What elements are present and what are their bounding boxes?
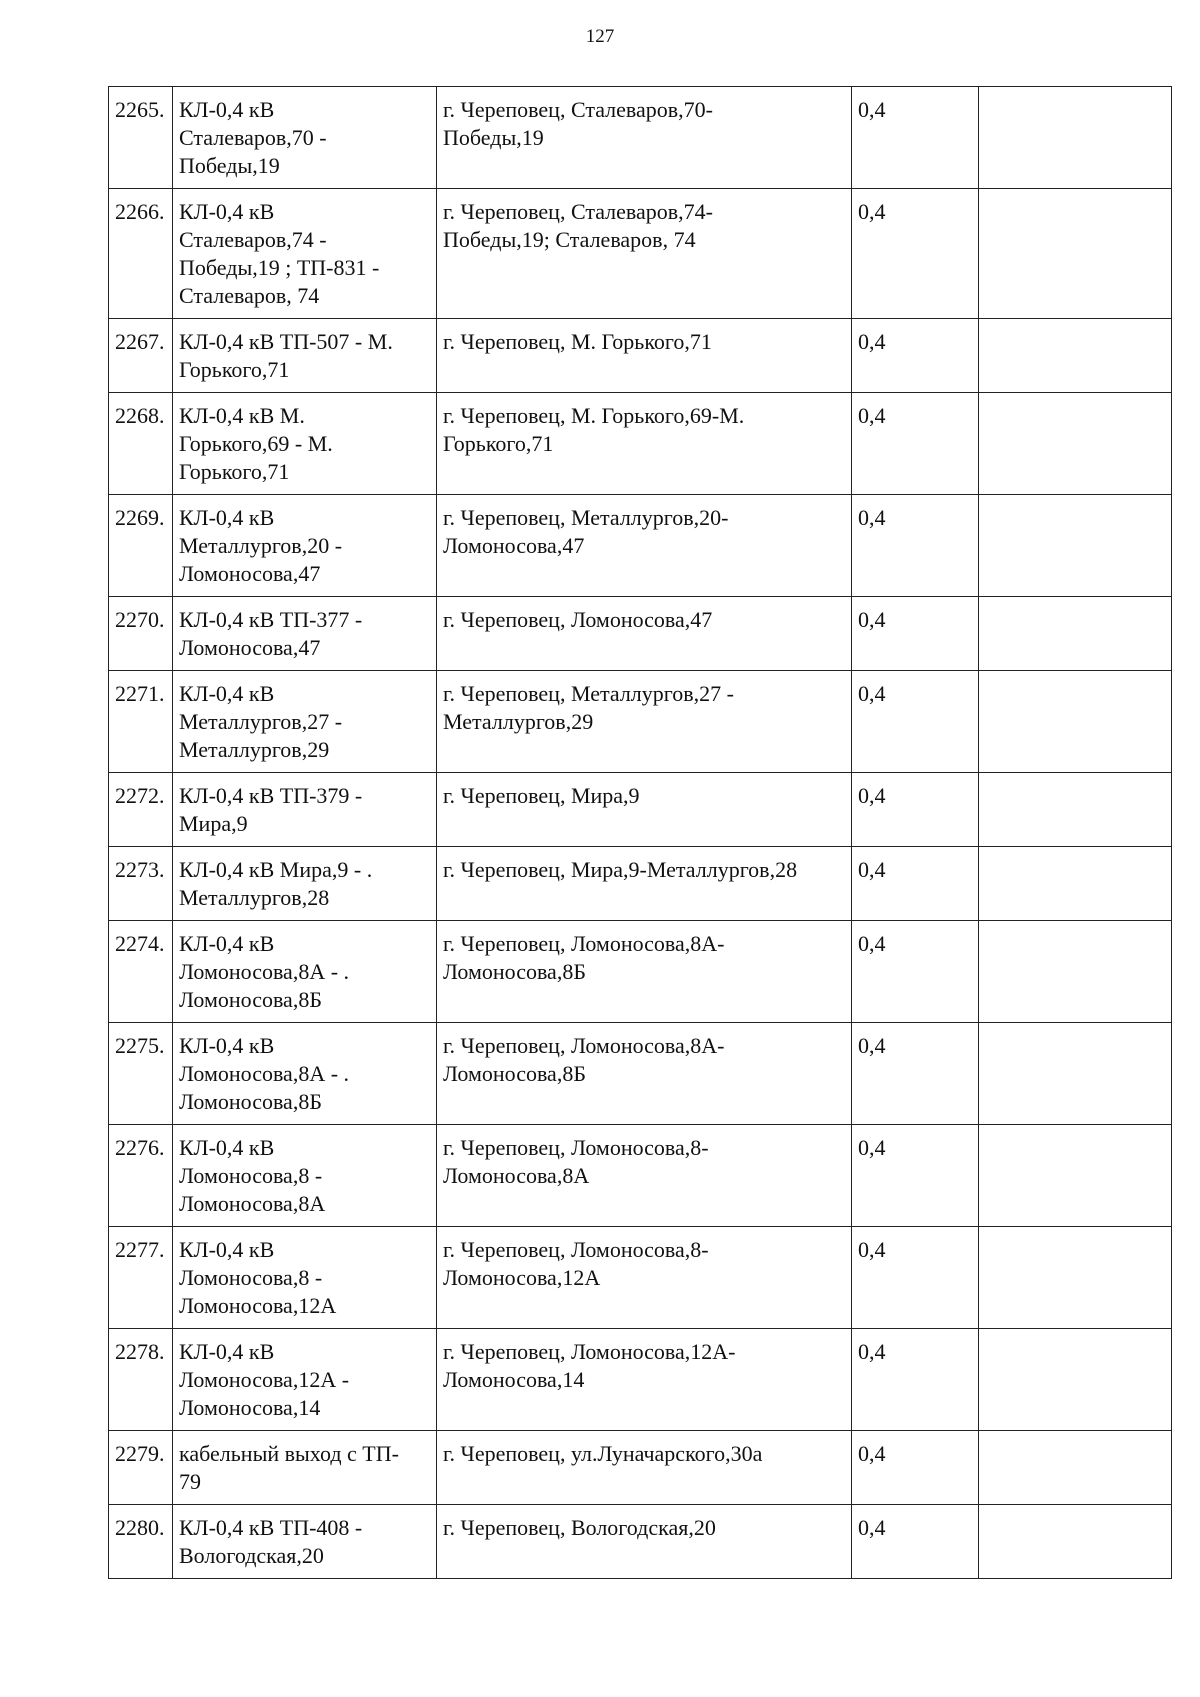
line-address: г. Череповец, ул.Луначарского,30а: [437, 1431, 852, 1505]
row-number: 2272.: [109, 773, 173, 847]
table-row: [109, 1431, 1172, 1505]
voltage-value: 0,4: [852, 393, 979, 495]
line-name: КЛ-0,4 кВ ТП-507 - М. Горького,71: [173, 319, 437, 393]
table-row: [109, 1227, 1172, 1329]
table-body: [109, 87, 1172, 1579]
line-address: г. Череповец, Ломоносова,8А- Ломоносова,8Б: [437, 1023, 852, 1125]
extra-cell: [979, 495, 1172, 597]
line-name: КЛ-0,4 кВ Металлургов,20 - Ломоносова,47: [173, 495, 437, 597]
voltage-value: 0,4: [852, 495, 979, 597]
line-name: КЛ-0,4 кВ Ломоносова,8 - Ломоносова,12А: [173, 1227, 437, 1329]
line-name: КЛ-0,4 кВ Металлургов,27 - Металлургов,29: [173, 671, 437, 773]
table-row: [109, 189, 1172, 319]
row-number: 2277.: [109, 1227, 173, 1329]
table-row: [109, 671, 1172, 773]
row-number: 2269.: [109, 495, 173, 597]
voltage-value: 0,4: [852, 671, 979, 773]
voltage-value: 0,4: [852, 1329, 979, 1431]
voltage-value: 0,4: [852, 597, 979, 671]
table-row: [109, 847, 1172, 921]
extra-cell: [979, 773, 1172, 847]
line-name: КЛ-0,4 кВ Ломоносова,8А - . Ломоносова,8Б: [173, 1023, 437, 1125]
line-address: г. Череповец, Металлургов,27 - Металлургов,29: [437, 671, 852, 773]
extra-cell: [979, 1227, 1172, 1329]
extra-cell: [979, 671, 1172, 773]
row-number: 2279.: [109, 1431, 173, 1505]
voltage-value: 0,4: [852, 1125, 979, 1227]
line-name: КЛ-0,4 кВ ТП-377 - Ломоносова,47: [173, 597, 437, 671]
extra-cell: [979, 393, 1172, 495]
extra-cell: [979, 847, 1172, 921]
voltage-value: 0,4: [852, 1227, 979, 1329]
line-name: КЛ-0,4 кВ М. Горького,69 - М. Горького,71: [173, 393, 437, 495]
extra-cell: [979, 1125, 1172, 1227]
row-number: 2273.: [109, 847, 173, 921]
line-name: КЛ-0,4 кВ ТП-408 - Вологодская,20: [173, 1505, 437, 1579]
voltage-value: 0,4: [852, 921, 979, 1023]
row-number: 2276.: [109, 1125, 173, 1227]
line-address: г. Череповец, Вологодская,20: [437, 1505, 852, 1579]
voltage-value: 0,4: [852, 773, 979, 847]
table-row: [109, 1023, 1172, 1125]
row-number: 2280.: [109, 1505, 173, 1579]
line-address: г. Череповец, Ломоносова,8- Ломоносова,8А: [437, 1125, 852, 1227]
extra-cell: [979, 1505, 1172, 1579]
line-name: КЛ-0,4 кВ ТП-379 - Мира,9: [173, 773, 437, 847]
voltage-value: 0,4: [852, 847, 979, 921]
row-number: 2266.: [109, 189, 173, 319]
extra-cell: [979, 1023, 1172, 1125]
line-address: г. Череповец, Ломоносова,12А- Ломоносова,14: [437, 1329, 852, 1431]
table-row: [109, 773, 1172, 847]
extra-cell: [979, 87, 1172, 189]
line-name: кабельный выход с ТП- 79: [173, 1431, 437, 1505]
row-number: 2271.: [109, 671, 173, 773]
line-name: КЛ-0,4 кВ Сталеваров,74 - Победы,19 ; ТП-831 - Сталеваров, 74: [173, 189, 437, 319]
line-name: КЛ-0,4 кВ Сталеваров,70 - Победы,19: [173, 87, 437, 189]
row-number: 2267.: [109, 319, 173, 393]
line-address: г. Череповец, Мира,9: [437, 773, 852, 847]
line-name: КЛ-0,4 кВ Ломоносова,12А - Ломоносова,14: [173, 1329, 437, 1431]
page-number: 127: [585, 26, 615, 47]
line-name: КЛ-0,4 кВ Мира,9 - . Металлургов,28: [173, 847, 437, 921]
row-number: 2278.: [109, 1329, 173, 1431]
table-row: [109, 1125, 1172, 1227]
line-address: г. Череповец, Ломоносова,8- Ломоносова,12А: [437, 1227, 852, 1329]
voltage-value: 0,4: [852, 1023, 979, 1125]
table-row: [109, 1329, 1172, 1431]
voltage-value: 0,4: [852, 189, 979, 319]
row-number: 2270.: [109, 597, 173, 671]
table-row: [109, 87, 1172, 189]
table-row: [109, 495, 1172, 597]
line-address: г. Череповец, Металлургов,20- Ломоносова,47: [437, 495, 852, 597]
line-name: КЛ-0,4 кВ Ломоносова,8 - Ломоносова,8А: [173, 1125, 437, 1227]
row-number: 2265.: [109, 87, 173, 189]
line-address: г. Череповец, Сталеваров,70- Победы,19: [437, 87, 852, 189]
line-address: г. Череповец, Ломоносова,47: [437, 597, 852, 671]
extra-cell: [979, 1431, 1172, 1505]
extra-cell: [979, 189, 1172, 319]
table-row: [109, 319, 1172, 393]
line-name: КЛ-0,4 кВ Ломоносова,8А - . Ломоносова,8Б: [173, 921, 437, 1023]
cable-lines-table: [108, 86, 1172, 1579]
row-number: 2268.: [109, 393, 173, 495]
line-address: г. Череповец, М. Горького,69-М. Горького,71: [437, 393, 852, 495]
row-number: 2275.: [109, 1023, 173, 1125]
line-address: г. Череповец, Сталеваров,74- Победы,19; Сталеваров, 74: [437, 189, 852, 319]
voltage-value: 0,4: [852, 1505, 979, 1579]
row-number: 2274.: [109, 921, 173, 1023]
extra-cell: [979, 1329, 1172, 1431]
voltage-value: 0,4: [852, 87, 979, 189]
line-address: г. Череповец, Ломоносова,8А- Ломоносова,8Б: [437, 921, 852, 1023]
table-row: [109, 597, 1172, 671]
line-address: г. Череповец, Мира,9-Металлургов,28: [437, 847, 852, 921]
voltage-value: 0,4: [852, 1431, 979, 1505]
table-row: [109, 393, 1172, 495]
line-address: г. Череповец, М. Горького,71: [437, 319, 852, 393]
extra-cell: [979, 319, 1172, 393]
table-row: [109, 1505, 1172, 1579]
extra-cell: [979, 597, 1172, 671]
table-row: [109, 921, 1172, 1023]
extra-cell: [979, 921, 1172, 1023]
voltage-value: 0,4: [852, 319, 979, 393]
